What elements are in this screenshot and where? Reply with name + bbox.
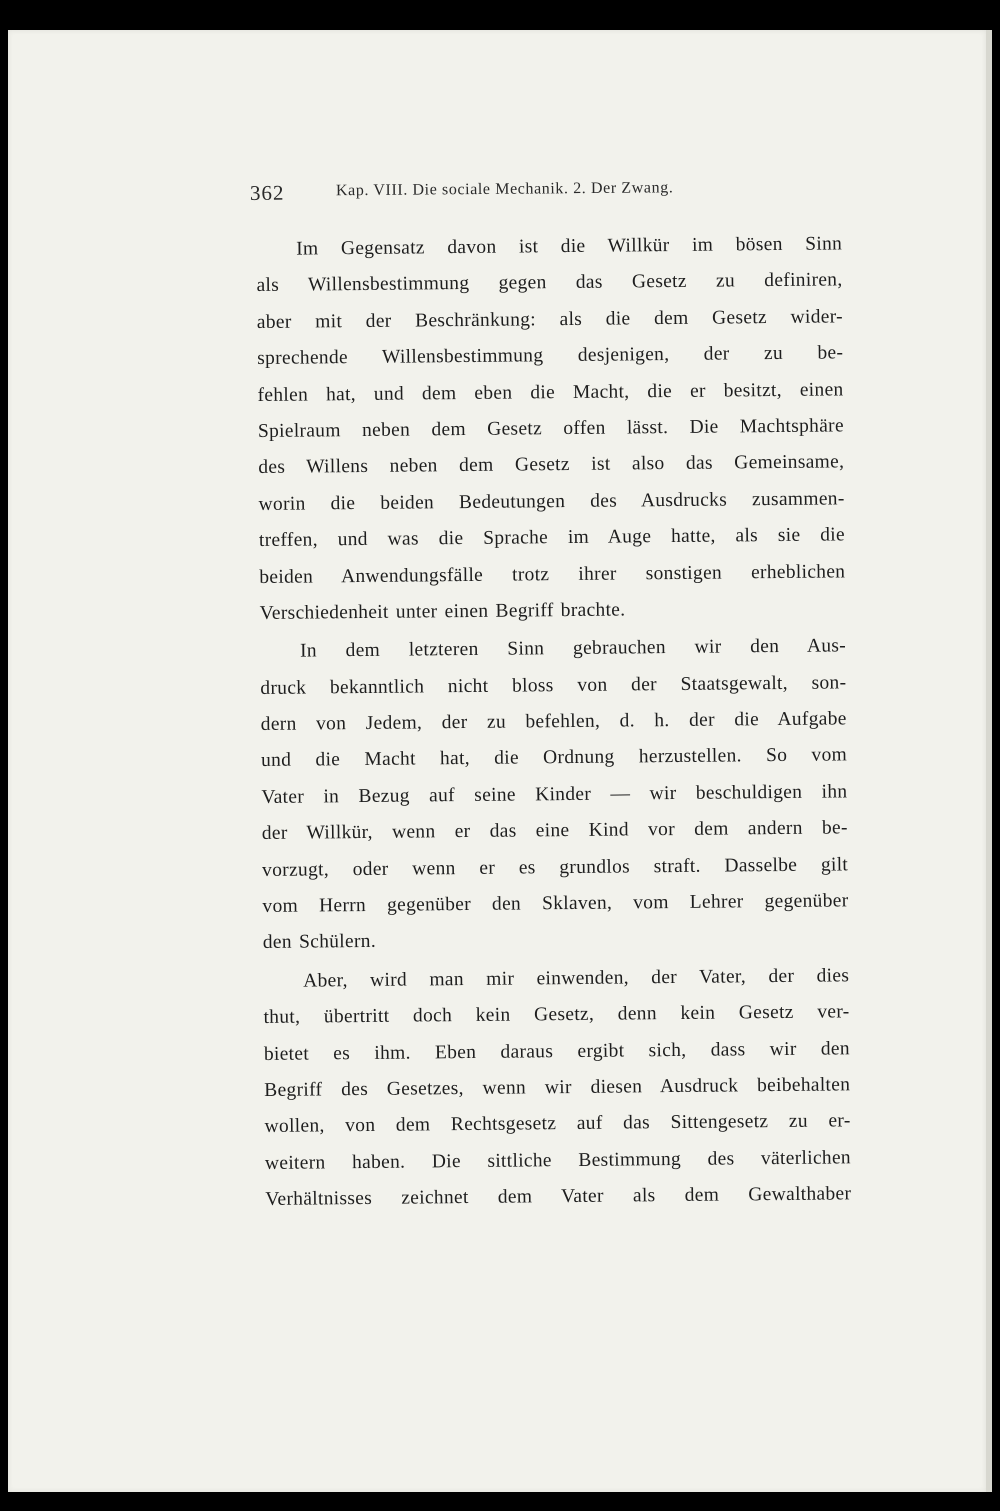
text-line: treffen, und was die Sprache im Auge hatte, als sie die [258, 524, 846, 552]
text-line: worin die beiden Bedeutungen des Ausdrucks zusammen- [258, 488, 845, 515]
paragraph-2 [260, 629, 849, 962]
page-number: 362 [249, 180, 285, 205]
text-line: Begriff des Gesetzes, wenn wir diesen Ausdruck beibehalten [264, 1074, 851, 1101]
text-line: Vater in Bezug auf seine Kinder — wir beschuldigen ihn [261, 781, 848, 808]
page-edge [986, 30, 992, 1492]
text-line: vom Herrn gegenüber den Sklaven, vom Lehrer gegenüber [262, 890, 849, 917]
text-line: Verhältnisses zeichnet dem Vater als dem Gewalthaber [265, 1183, 852, 1211]
text-line: bietet es ihm. Eben daraus ergibt sich, dass wir den [263, 1037, 850, 1065]
paragraph-1 [256, 226, 846, 632]
running-head [250, 176, 810, 207]
text-line: Spielraum neben dem Gesetz offen lässt. Die Machtsphäre [257, 415, 844, 442]
text-line: Aber, wird man mir einwenden, der Vater, der dies [303, 965, 850, 992]
text-line: beiden Anwendungsfälle trotz ihrer sonstigen erheblichen [259, 560, 846, 588]
text-line: druck bekanntlich nicht bloss von der Staatsgewalt, son- [260, 672, 847, 699]
paragraph-3 [263, 958, 851, 1218]
text-line: und die Macht hat, die Ordnung herzustellen. So vom [260, 744, 848, 772]
text-line: Im Gegensatz davon ist die Willkür im bösen Sinn [296, 233, 843, 260]
text-line: thut, übertritt doch kein Gesetz, denn kein Gesetz ver- [263, 1001, 850, 1029]
text-line: aber mit der Beschränkung: als die dem Gesetz wider- [256, 306, 843, 333]
text-line: dern von Jedem, der zu befehlen, d. h. der die Aufgabe [260, 708, 847, 736]
text-line: Verschiedenheit unter einen Begriff brachte. [259, 599, 626, 624]
text-line: In dem letzteren Sinn gebrauchen wir den Aus- [299, 635, 847, 662]
text-line: vorzugt, oder wenn er es grundlos straft. Dasselbe gilt [262, 853, 849, 881]
text-line: sprechende Willensbestimmung desjenigen, der zu be- [257, 342, 844, 370]
text-line: der Willkür, wenn er das eine Kind vor dem andern be- [261, 817, 848, 845]
chapter-title: Kap. VIII. Die sociale Mechanik. 2. Der Zwang. [335, 179, 674, 200]
text-line: den Schülern. [262, 931, 377, 954]
text-line: als Willensbestimmung gegen das Gesetz zu definiren, [256, 269, 843, 297]
text-line: fehlen hat, und dem eben die Macht, die er besitzt, einen [257, 378, 844, 406]
text-line: des Willens neben dem Gesetz ist also das Gemeinsame, [258, 451, 845, 479]
body-text [256, 226, 851, 1218]
text-line: weitern haben. Die sittliche Bestimmung des väterlichen [264, 1147, 852, 1174]
text-line: wollen, von dem Rechtsgesetz auf das Sittengesetz zu er- [264, 1110, 851, 1138]
